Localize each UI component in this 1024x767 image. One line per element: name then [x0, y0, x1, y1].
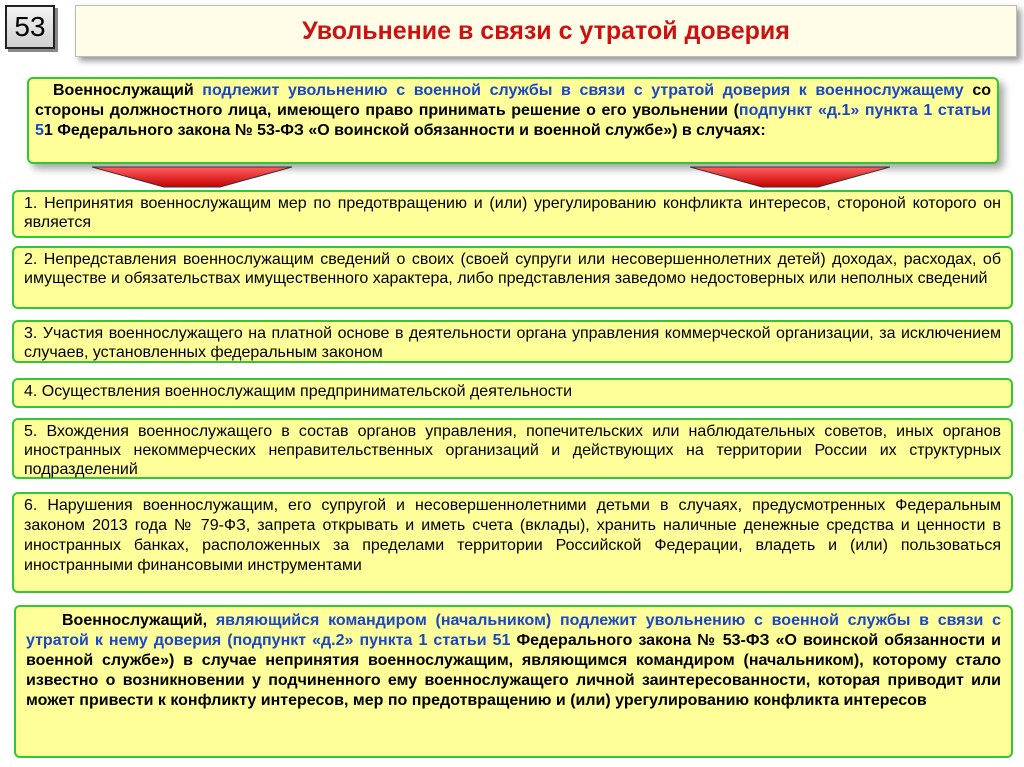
intro-text-3: со стороны должностного лица, имеющего право принимать решение о его увольнении ( — [35, 82, 991, 119]
right-arrow-icon — [690, 166, 890, 188]
reason-item-6 — [12, 492, 1013, 593]
intro-text-1: Военнослужащий — [53, 82, 203, 99]
reason-text-6: 6. Нарушения военнослужащим, его супругой и несовершеннолетними детьми в случаях, предусмотренных Федеральным законом 2013 года № 79-ФЗ, запрета открывать и иметь счета (вклады), хранить наличные денежные средства и ценности в иностранных банках, расположенных за пределами территории Российской Федерации, владеть и (или) пользоваться иностранными финансовыми инструментами — [24, 497, 1001, 574]
intro-text-2: подлежит увольнению с военной службы в связи с утратой доверия к военнослужащему — [202, 82, 964, 99]
intro-text-4: подпункт «д.1» пункта 1 статьи 5 — [35, 102, 991, 139]
outro-text-3: Федерального закона № 53-ФЗ «О воинской обязанности и военной службе») в случае непринятия военнослужащим, являющимся командиром (начальником), которому стало известно о возникновении у подчиненного ему военнослужащего личной заинтересованности, которая приводит или может привести к конфликту интересов, мер по предотвращению и (или) урегулированию конфликта интересов — [26, 632, 1001, 709]
reason-item-5 — [12, 418, 1013, 479]
reason-item-1 — [12, 190, 1013, 238]
reason-text-4: 4. Осуществления военнослужащим предпринимательской деятельности — [24, 383, 573, 400]
left-arrow-icon — [92, 166, 292, 188]
outro-text-1: Военнослужащий, — [62, 612, 216, 629]
intro-box — [27, 77, 999, 164]
outro-text-2: являющийся командиром (начальником) подлежит увольнению с военной службы в связи с утратой к нему доверия (подпункт «д.2» пункта 1 статьи 51 — [26, 612, 1001, 649]
page-title: Увольнение в связи с утратой доверия — [302, 16, 790, 45]
reason-item-2 — [12, 246, 1013, 309]
reason-text-1: 1. Непринятия военнослужащим мер по предотвращению и (или) урегулированию конфликта интересов, стороной которого он является — [24, 195, 1001, 231]
slide-number: 53 — [5, 5, 55, 49]
reason-text-5: 5. Вхождения военнослужащего в состав органов управления, попечительских или наблюдательных советов, иных органов иностранных некоммерческих неправительственных организаций и действующих на территории России их структурных подразделений — [24, 423, 1001, 478]
intro-text-5: 1 Федерального закона № 53-ФЗ «О воинской обязанности и военной службе») в случаях: — [43, 122, 766, 139]
outro-box — [14, 605, 1013, 758]
reason-text-3: 3. Участия военнослужащего на платной основе в деятельности органа управления коммерческой организации, за исключением случаев, установленных федеральным законом — [24, 325, 1001, 361]
reason-item-3 — [12, 320, 1013, 363]
reason-text-2: 2. Непредставления военнослужащим сведений о своих (своей супруги или несовершеннолетних детей) доходах, расходах, об имуществе и обязательствах имущественного характера, либо представления заведомо недостоверных или неполных сведений — [24, 251, 1001, 287]
reason-item-4 — [12, 378, 1013, 408]
title-box — [75, 5, 1017, 57]
